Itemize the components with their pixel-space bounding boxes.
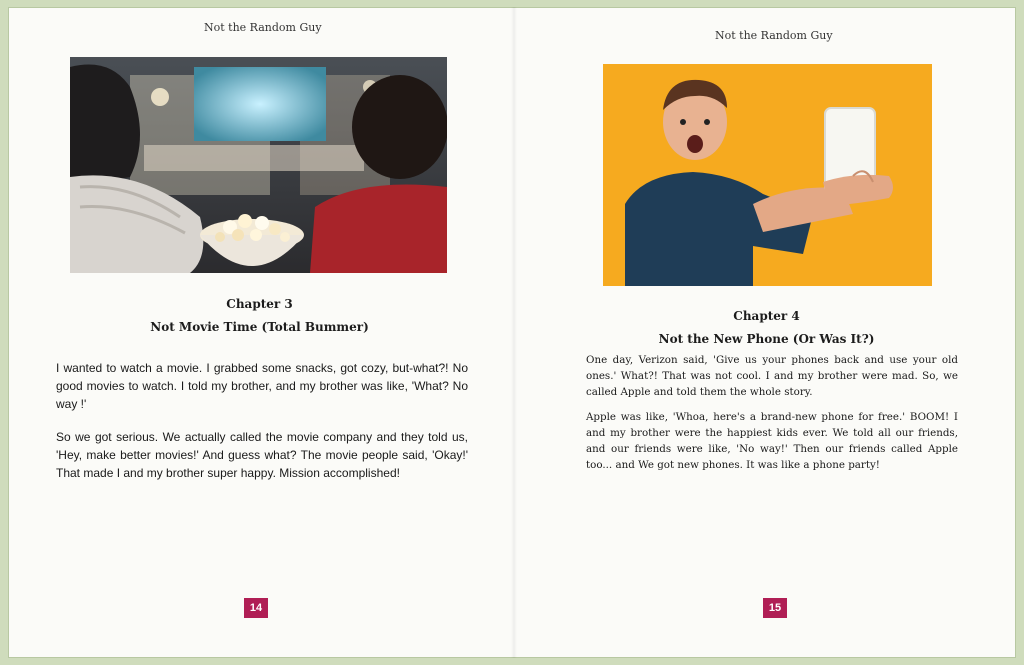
right-page [517, 7, 1016, 658]
phone-selfie-image [603, 64, 932, 286]
chapter-paragraph: I wanted to watch a movie. I grabbed some snacks, got cozy, but-what?! No good movies to watch. I told my brother, and my brother was like, 'What? No way !' [56, 361, 468, 411]
page-number-badge: 14 [244, 598, 268, 618]
chapter-number: Chapter 3 [226, 297, 293, 311]
chapter-paragraph: So we got serious. We actually called the movie company and they told us, 'Hey, make better movies!' And guess what? The movie people said, 'Okay!' That made I and my brother super happy. Mission accomplished! [56, 430, 468, 480]
left-page [8, 7, 511, 658]
phone-selfie-illustration [603, 64, 932, 286]
chapter-title: Not Movie Time (Total Bummer) [150, 320, 369, 334]
running-head: Not the Random Guy [204, 21, 322, 34]
book-spread [8, 7, 1016, 658]
chapter-title: Not the New Phone (Or Was It?) [658, 332, 875, 346]
chapter-paragraph: Apple was like, 'Whoa, here's a brand-new phone for free.' BOOM! I and my brother were the happiest kids ever. We told all our friends, and our friends were like, 'No way!' Then our friends called Apple too... and We got new phones. It was like a phone party! [586, 411, 958, 471]
movie-night-illustration [70, 57, 447, 273]
running-head: Not the Random Guy [715, 29, 833, 42]
chapter-number: Chapter 4 [733, 309, 800, 323]
movie-night-image [70, 57, 447, 273]
page-number-badge: 15 [763, 598, 787, 618]
chapter-paragraph: One day, Verizon said, 'Give us your phones back and use your old ones.' What?! That was not cool. I and my brother were mad. So, we called Apple and told them the whole story. [586, 354, 958, 398]
